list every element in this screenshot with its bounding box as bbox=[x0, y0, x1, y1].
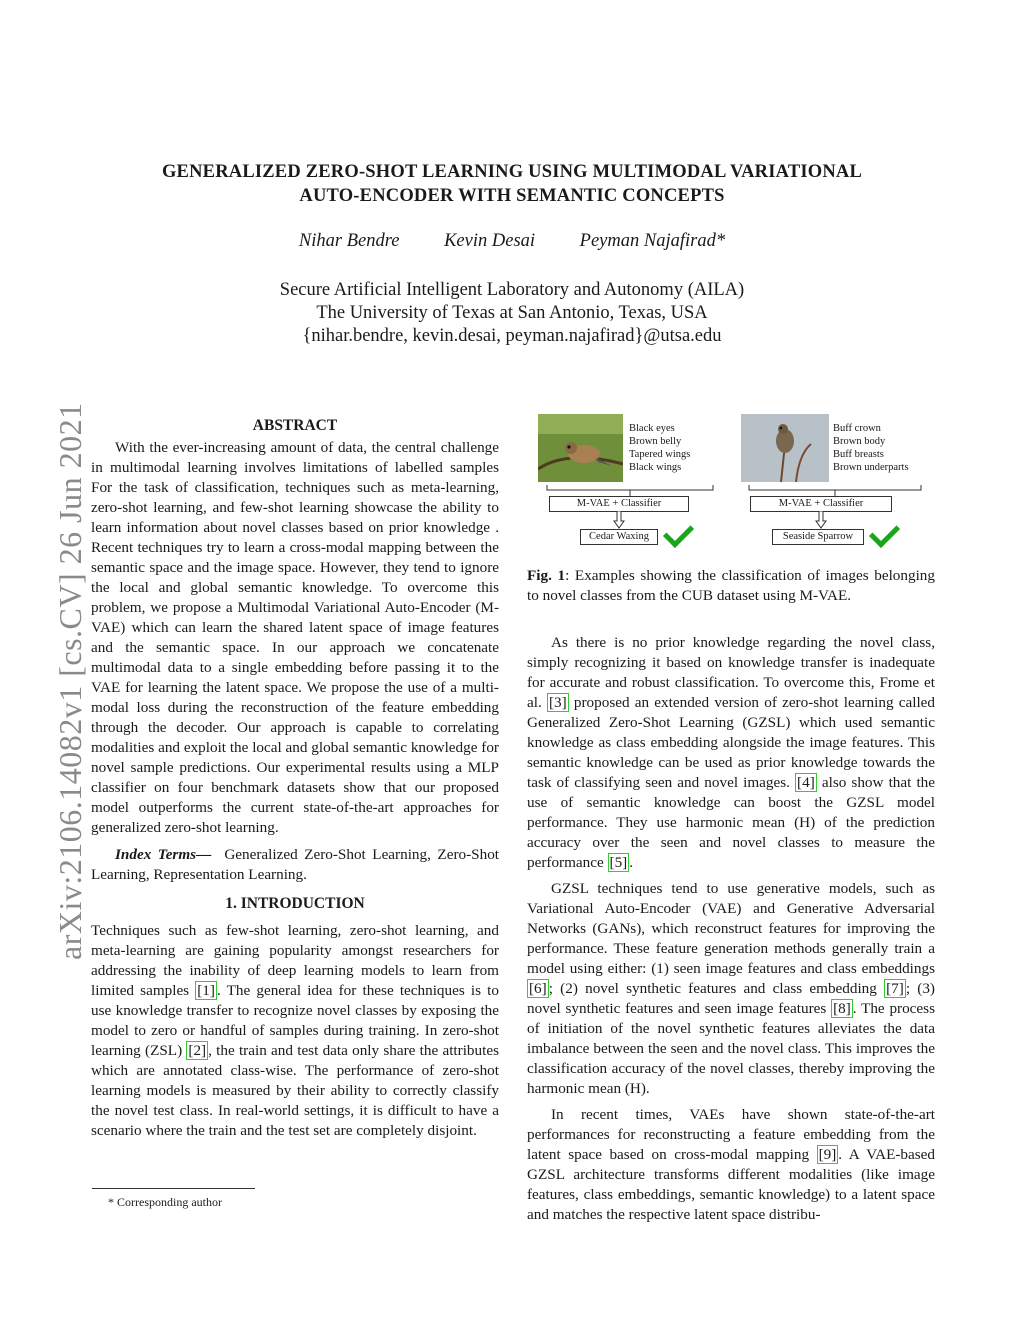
title-line-1: GENERALIZED ZERO-SHOT LEARNING USING MULTIMODAL VARIATIONAL bbox=[161, 162, 863, 182]
check-icon bbox=[663, 517, 694, 548]
citation-link[interactable]: [8] bbox=[833, 1000, 851, 1017]
attribute-label: Tapered wings bbox=[629, 449, 691, 460]
title-line-2: AUTO-ENCODER WITH SEMANTIC CONCEPTS bbox=[299, 186, 725, 206]
paper-title bbox=[80, 160, 944, 208]
left-attributes bbox=[629, 422, 690, 474]
right-model-box: M-VAE + Classifier bbox=[750, 496, 892, 512]
author-list bbox=[0, 231, 1024, 252]
footnote: * Corresponding author bbox=[108, 1195, 222, 1209]
citation-link[interactable]: [6] bbox=[529, 980, 547, 997]
left-brace bbox=[545, 484, 715, 496]
affiliation-lab: Secure Artificial Intelligent Laboratory and Autonomy (AILA) bbox=[279, 280, 745, 300]
citation-link[interactable]: [7] bbox=[886, 980, 904, 997]
figure-caption-label: Fig. 1 bbox=[527, 567, 566, 584]
right-brace bbox=[747, 484, 923, 496]
body-text: . bbox=[629, 854, 634, 871]
citation-link[interactable]: [1] bbox=[197, 982, 215, 999]
body-paragraph bbox=[527, 1105, 935, 1225]
attribute-label: Buff crown bbox=[833, 423, 881, 434]
intro-text: Techniques such as few-shot learning, zero-shot learning, and meta-learning are gaining popularity amongst researchers for addressing the inability of deep learning models to learn from limited samples bbox=[91, 922, 499, 999]
body-text: In recent times, VAEs have shown state-of-the-art performances for reconstructing a feature embedding from the latent space based on cross-modal mapping bbox=[527, 1106, 935, 1163]
attribute-label: Black wings bbox=[629, 462, 682, 473]
abstract-heading: ABSTRACT bbox=[252, 417, 338, 434]
body-text: also show that the use of semantic knowledge can boost the GZSL model performance. They use harmonic mean (H) of the prediction accuracy over the seen and novel classes to measure the performance bbox=[527, 774, 935, 871]
bird-photo-seaside-sparrow bbox=[741, 414, 829, 482]
left-column bbox=[91, 416, 499, 1141]
intro-heading: 1. INTRODUCTION bbox=[225, 895, 365, 912]
attribute-label: Brown belly bbox=[629, 436, 682, 447]
affiliation bbox=[0, 279, 1024, 348]
citation-link[interactable]: [9] bbox=[818, 1146, 837, 1163]
right-arrow-icon bbox=[815, 511, 827, 529]
index-terms-label: Index Terms— bbox=[115, 846, 212, 863]
left-prediction-box: Cedar Waxing bbox=[580, 529, 658, 545]
index-terms-text: Generalized Zero-Shot Learning, Zero-Shot Learning, Representation Learning. bbox=[91, 846, 500, 883]
figure-caption bbox=[527, 566, 935, 606]
citation-link[interactable]: [2] bbox=[188, 1042, 207, 1059]
intro-text: , the train and test data only share the attributes which are annotated class-wise. The performance of zero-shot learning models is measured by their ability to correctly classify the novel test class. In real-world settings, it is difficult to have a scenario where the train and the test set are completely disjoint. bbox=[91, 1042, 499, 1139]
body-text: . The process of initiation of the novel synthetic features alleviates the data imbalance between the seen and the novel class. This improves the classification accuracy of the novel classes, thereby improving the harmonic mean (H). bbox=[527, 1000, 935, 1097]
author: Kevin Desai bbox=[444, 231, 536, 251]
author: Nihar Bendre bbox=[298, 231, 400, 251]
citation-link[interactable]: [4] bbox=[797, 774, 815, 791]
attribute-label: Black eyes bbox=[629, 423, 675, 434]
affiliation-emails: {nihar.bendre, kevin.desai, peyman.najafirad}@utsa.edu bbox=[302, 326, 722, 346]
citation-link[interactable]: [3] bbox=[548, 694, 567, 711]
left-model-box: M-VAE + Classifier bbox=[549, 496, 689, 512]
bird-photo-cedar-waxwing bbox=[538, 414, 623, 482]
abstract-text: With the ever-increasing amount of data, the central challenge in multimodal learning involves limitations of labelled samples For the task of classification, techniques such as meta-learning, zero-shot learning, and few-shot learning showcase the ability to learn information about novel classes based on prior knowledge . Recent techniques try to learn a cross-modal mapping between the semantic space and the image space. However, they tend to ignore the local and global semantic knowledge. To overcome this problem, we propose a Multimodal Variational Auto-Encoder (M-VAE) which can learn the shared latent space of image features and the semantic space. In our approach we concatenate multimodal data to a single embedding before passing it to the VAE for learning the latent space. We propose the use of a multi-modal loss during the reconstruction of the feature embedding through the decoder. Our approach is capable to correlating modalities and exploit the local and global semantic knowledge for novel sample predictions. Our experimental results using a MLP classifier on four benchmark datasets show that our proposed model outperforms the current state-of-the-art approaches for generalized zero-shot learning. bbox=[91, 439, 499, 836]
arxiv-stamp: arXiv:2106.14082v1 [cs.CV] 26 Jun 2021 bbox=[52, 402, 88, 960]
body-text: proposed an extended version of zero-shot learning called Generalized Zero-Shot Learning (GZSL) which used semantic knowledge as class embedding alongside the image features. This semantic knowledge can be used as prior knowledge towards the task of classifying seen and novel images. bbox=[527, 694, 935, 791]
check-icon bbox=[869, 517, 900, 548]
right-column bbox=[527, 566, 935, 1225]
body-text: GZSL techniques tend to use generative models, such as Variational Auto-Encoder (VAE) and Generative Adversarial Networks (GANs), which reconstruct features for improving the performance. These feature generation methods generally train a model using either: (1) seen image features and class embeddings bbox=[527, 880, 935, 977]
author: Peyman Najafirad* bbox=[579, 231, 726, 251]
left-arrow-icon bbox=[613, 511, 625, 529]
body-text: . A VAE-based GZSL architecture transforms different modalities (like image features, class embeddings, semantic knowledge) to a latent space and matches the respective latent space distribu- bbox=[527, 1146, 935, 1223]
body-text: ; (2) novel synthetic features and class embedding bbox=[548, 980, 885, 997]
arxiv-stamp-area bbox=[22, 360, 88, 960]
right-attributes bbox=[833, 422, 909, 474]
figure-1 bbox=[525, 410, 945, 560]
intro-text: . The general idea for these techniques is to use knowledge transfer to recognize novel classes by exposing the model to zero or handful of samples during training. In zero-shot learning (ZSL) bbox=[91, 982, 499, 1059]
body-paragraph bbox=[527, 633, 935, 873]
body-text: ; (3) novel synthetic features and seen image features bbox=[527, 980, 935, 1017]
index-terms bbox=[91, 845, 499, 885]
attribute-label: Brown underparts bbox=[833, 462, 909, 473]
citation-link[interactable]: [5] bbox=[609, 854, 628, 871]
body-text: As there is no prior knowledge regarding the novel class, simply recognizing it based on knowledge transfer is inadequate for accurate and robust classification. To overcome this, Frome et al. bbox=[527, 634, 935, 711]
footnote-rule bbox=[92, 1188, 255, 1189]
body-paragraph bbox=[527, 879, 935, 1099]
right-prediction-box: Seaside Sparrow bbox=[772, 529, 864, 545]
intro-paragraph bbox=[91, 921, 499, 1141]
attribute-label: Buff breasts bbox=[833, 449, 884, 460]
attribute-label: Brown body bbox=[833, 436, 886, 447]
affiliation-university: The University of Texas at San Antonio, Texas, USA bbox=[316, 303, 708, 323]
figure-caption-text: : Examples showing the classification of images belonging to novel classes from the CUB dataset using M-VAE. bbox=[527, 567, 935, 604]
